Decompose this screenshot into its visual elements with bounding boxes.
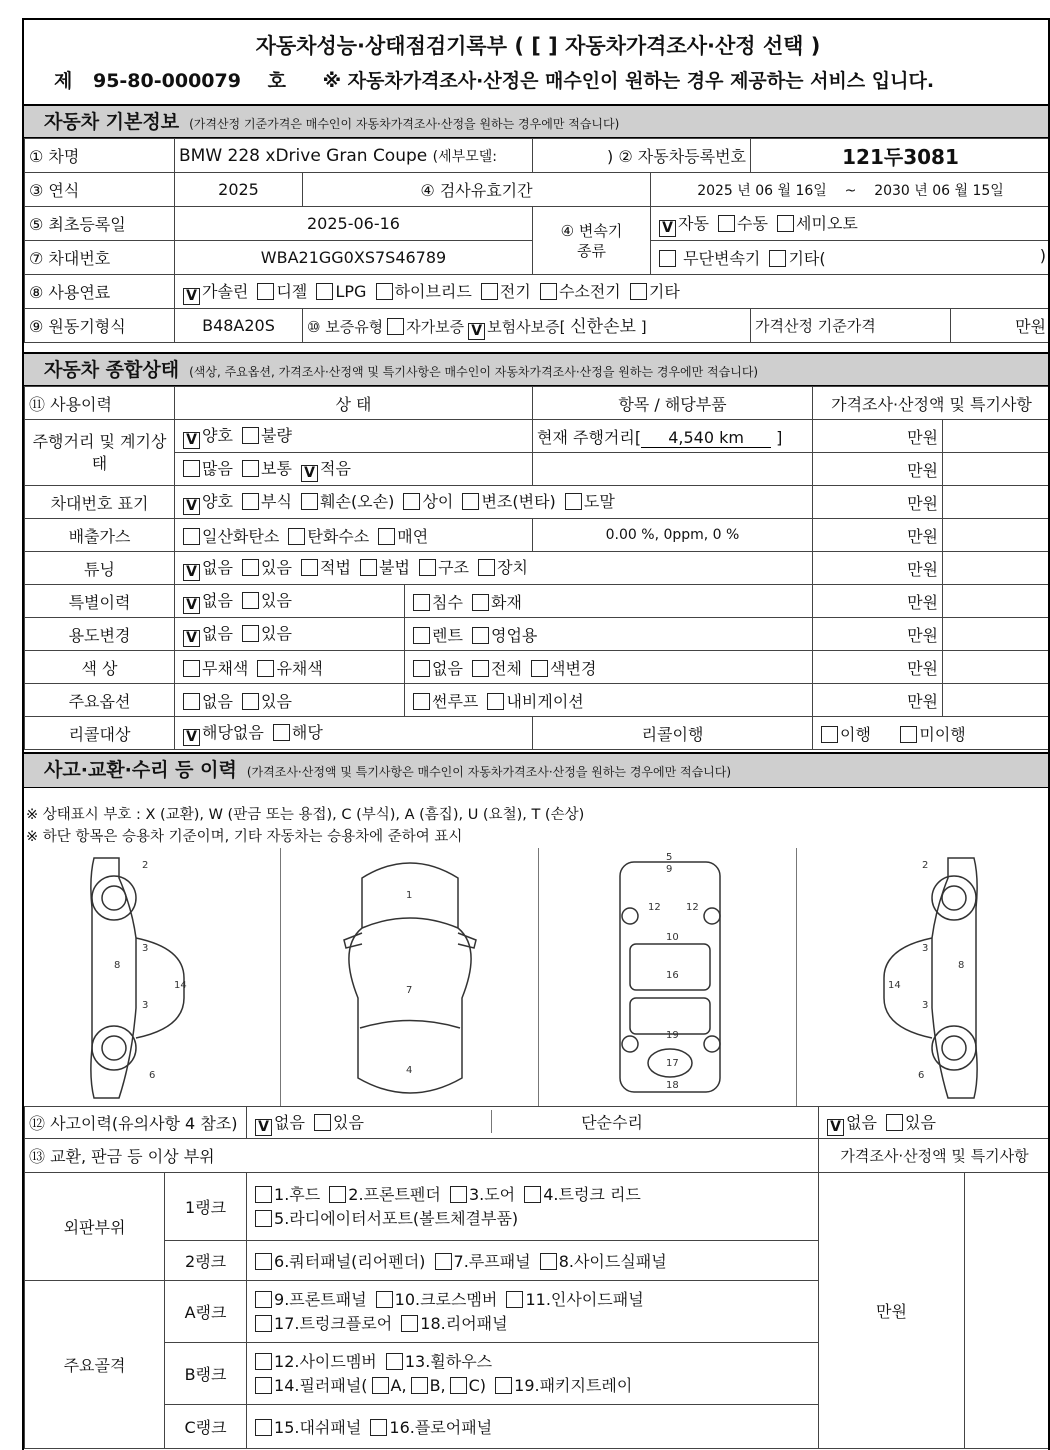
good: 양호: [202, 492, 233, 511]
svg-text:6: 6: [149, 1070, 156, 1081]
svg-text:16: 16: [666, 970, 679, 981]
illegal-checkbox[interactable]: [360, 559, 377, 576]
svg-text:17: 17: [666, 1058, 679, 1069]
fire-checkbox[interactable]: [472, 594, 489, 611]
done: 이행: [840, 724, 871, 744]
normal-checkbox[interactable]: [242, 460, 259, 477]
svg-text:9: 9: [666, 864, 673, 875]
hc: 탄화수소: [307, 526, 370, 546]
parts-label: ⑬ 교환, 판금 등 이상 부위: [25, 1139, 819, 1173]
warranty-company: 신한손보: [570, 316, 636, 337]
radiator-support-checkbox[interactable]: [255, 1210, 272, 1227]
color-change: 색변경: [550, 658, 597, 678]
car-diagram-right-side: [798, 848, 1050, 1106]
rear-panel-checkbox[interactable]: [401, 1315, 418, 1332]
floor-panel: 16.플로어패널: [389, 1418, 493, 1437]
roof-panel: 7.루프패널: [453, 1252, 531, 1271]
svg-text:1: 1: [406, 890, 413, 901]
basic-info-header: [24, 104, 1050, 138]
number-prefix: 제: [54, 70, 73, 92]
status-table: [24, 386, 1050, 750]
dash-panel: 15.대쉬패널: [274, 1418, 362, 1437]
fuel-option-checkbox[interactable]: [316, 283, 333, 300]
roof-panel-checkbox[interactable]: [435, 1253, 452, 1270]
svg-text:14: 14: [888, 980, 901, 991]
co-checkbox[interactable]: [183, 528, 200, 545]
recall-label: 리콜대상: [25, 717, 175, 750]
trans-etc: 기타(: [788, 249, 826, 268]
unit: 만원: [813, 552, 943, 585]
vin-value: WBA21GG0XS7S46789: [175, 241, 533, 275]
unit: 만원: [813, 420, 943, 453]
none: 없음: [274, 1112, 305, 1132]
color-none-checkbox[interactable]: [413, 660, 430, 677]
valid-from: 2025 년 06 월 16일: [697, 182, 827, 199]
usage-label: 용도변경: [25, 618, 175, 651]
valid-to: 2030 년 06 월 15일: [874, 182, 1004, 199]
side-member: 12.사이드멤버: [274, 1351, 377, 1371]
trans-semi: 세미오토: [796, 213, 858, 233]
section-note: (색상, 주요옵션, 가격조사·산정액 및 특기사항은 매수인이 자동차가격조사·산정을 원하는 경우에만 적습니다): [189, 365, 759, 379]
sunroof-checkbox[interactable]: [413, 693, 430, 710]
trunk-floor-checkbox[interactable]: [255, 1315, 272, 1332]
note-standard: ※ 하단 항목은 승용차 기준이며, 기타 자동차는 승용차에 준하여 표시: [26, 829, 463, 845]
co: 일산화탄소: [202, 526, 280, 546]
side-sill: 8.사이드실패널: [558, 1252, 667, 1271]
unit: 만원: [819, 1173, 965, 1449]
unit: 만원: [813, 585, 943, 618]
not-done: 미이행: [919, 724, 966, 744]
warranty-self-checkbox[interactable]: [387, 318, 404, 335]
car-diagram-left-side: [24, 848, 281, 1106]
mileage-label: 주행거리 및 계기상태: [25, 420, 175, 486]
front-panel: 9.프론트패널: [274, 1289, 367, 1309]
engine-label: ⑨ 원동기형식: [25, 309, 175, 343]
fuel-option-label: 전기: [499, 281, 531, 301]
altered-checkbox[interactable]: [462, 493, 479, 510]
navi: 내비게이션: [506, 691, 584, 711]
accident-notes: [26, 804, 584, 848]
fire: 화재: [491, 592, 522, 612]
quarter-panel: 6.쿼터패널(리어펜더): [274, 1252, 426, 1271]
inside-panel-checkbox[interactable]: [506, 1291, 523, 1308]
corrosion-checkbox[interactable]: [242, 493, 259, 510]
detail-close: ): [607, 147, 614, 166]
current-mileage-label: 현재 주행거리[: [537, 427, 642, 447]
altered: 변조(변타): [481, 492, 556, 511]
none: 없음: [202, 691, 233, 711]
fuel-label: ⑧ 사용연료: [25, 275, 175, 309]
pillar-c: C): [468, 1375, 487, 1395]
erased-checkbox[interactable]: [565, 493, 582, 510]
simple-repair-label: 단순수리: [491, 1110, 732, 1133]
door-checkbox[interactable]: [450, 1186, 467, 1203]
section-title: 자동차 종합상태: [44, 359, 180, 381]
pillar-c-checkbox[interactable]: [450, 1377, 467, 1394]
tuning-none-checkbox[interactable]: V: [183, 564, 200, 581]
option-label: 주요옵션: [25, 684, 175, 717]
side-member-checkbox[interactable]: [255, 1353, 272, 1370]
exists: 있음: [333, 1112, 364, 1132]
package-tray: 19.패키지트레이: [514, 1375, 633, 1395]
business-checkbox[interactable]: [472, 627, 489, 644]
corrosion: 부식: [261, 492, 292, 511]
reg-no-label: ② 자동차등록번호: [618, 147, 746, 166]
vin-good-checkbox[interactable]: V: [183, 498, 200, 515]
svg-text:3: 3: [142, 943, 149, 954]
svg-text:12: 12: [648, 902, 661, 913]
unit: 만원: [813, 486, 943, 519]
valid-tilde: ~: [844, 182, 857, 199]
fuel-option-checkbox[interactable]: [376, 283, 393, 300]
many-checkbox[interactable]: [183, 460, 200, 477]
svg-text:8: 8: [114, 960, 121, 971]
svg-text:5: 5: [666, 852, 673, 863]
many: 많음: [202, 459, 233, 478]
fuel-option-label: 수소전기: [558, 281, 621, 301]
wheel-house: 13.휠하우스: [404, 1351, 493, 1371]
warranty-ins: 보험사보증[: [487, 317, 566, 336]
mileage-close: ]: [776, 427, 783, 447]
structure: 구조: [438, 558, 469, 577]
detail-model-label: (세부모델:: [432, 148, 497, 165]
rankB-label: B랭크: [165, 1343, 247, 1405]
mileage-good-checkbox[interactable]: V: [183, 432, 200, 449]
device: 장치: [497, 558, 528, 577]
fuel-option-label: 하이브리드: [394, 281, 472, 301]
hc-checkbox[interactable]: [288, 528, 305, 545]
flood: 침수: [432, 592, 463, 612]
cross-member-checkbox[interactable]: [376, 1291, 393, 1308]
recall-applicable-checkbox[interactable]: [273, 724, 290, 741]
svg-text:2: 2: [142, 860, 149, 871]
rank1-label: 1랭크: [165, 1173, 247, 1241]
engine-value: B48A20S: [175, 309, 303, 343]
fuel-option-label: 기타: [648, 281, 680, 301]
none: 없음: [202, 591, 233, 610]
svg-text:18: 18: [666, 1080, 679, 1091]
none: 없음: [432, 658, 463, 678]
none: 없음: [202, 624, 233, 643]
mileage-bad-checkbox[interactable]: [242, 427, 259, 444]
achromatic-checkbox[interactable]: [183, 660, 200, 677]
quarter-panel-checkbox[interactable]: [255, 1253, 272, 1270]
form-notice: ※ 자동차가격조사·산정은 매수인이 원하는 경우 제공하는 서비스 입니다.: [322, 70, 935, 92]
trans-label: ④ 변속기: [560, 221, 623, 240]
unit: 만원: [813, 684, 943, 717]
special-none-checkbox[interactable]: V: [183, 597, 200, 614]
pillar-b: B,: [429, 1375, 446, 1395]
state-header: 상 태: [175, 387, 533, 420]
achromatic: 무채색: [202, 658, 249, 678]
pillar-b-checkbox[interactable]: [411, 1377, 428, 1394]
mileage-value: 4,540 km: [641, 428, 771, 448]
first-reg-label: ⑤ 최초등록일: [25, 207, 175, 241]
accident-exists-checkbox[interactable]: [314, 1114, 331, 1131]
legal-checkbox[interactable]: [301, 559, 318, 576]
business: 영업용: [491, 625, 538, 645]
car-diagram-frame: [540, 848, 797, 1106]
illegal: 불법: [379, 558, 410, 577]
unit: 만원: [813, 651, 943, 684]
valid-label: ④ 검사유효기간: [303, 173, 651, 207]
tuning-exists-checkbox[interactable]: [242, 559, 259, 576]
fuel-options: [175, 275, 1050, 309]
rank2-label: 2랭크: [165, 1241, 247, 1281]
dash-panel-checkbox[interactable]: [255, 1419, 272, 1436]
trans-cvt-checkbox[interactable]: [659, 250, 676, 267]
chromatic: 유채색: [276, 658, 323, 678]
rent: 렌트: [432, 625, 463, 645]
color-label: 색 상: [25, 651, 175, 684]
inside-panel: 11.인사이드패널: [525, 1289, 644, 1309]
section-note: (가격산정 기준가격은 매수인이 자동차가격조사·산정을 원하는 경우에만 적습니다): [189, 117, 620, 131]
svg-text:6: 6: [918, 1070, 925, 1081]
hood: 1.후드: [274, 1184, 321, 1204]
cross-member: 10.크로스멤버: [394, 1289, 498, 1309]
applicable: 해당: [291, 723, 323, 742]
trunk-lid-checkbox[interactable]: [524, 1186, 541, 1203]
trans-auto-checkbox[interactable]: V: [659, 220, 676, 237]
trans-manual-checkbox[interactable]: [718, 215, 735, 232]
package-tray-checkbox[interactable]: [495, 1377, 512, 1394]
fuel-option-checkbox[interactable]: [481, 283, 498, 300]
vin-label: ⑦ 차대번호: [25, 241, 175, 275]
accident-header: [24, 752, 1050, 788]
price-unit: 만원: [951, 309, 1050, 343]
side-sill-checkbox[interactable]: [540, 1253, 557, 1270]
flood-checkbox[interactable]: [413, 594, 430, 611]
done-checkbox[interactable]: [821, 726, 838, 743]
trans-semi-checkbox[interactable]: [777, 215, 794, 232]
hood-checkbox[interactable]: [255, 1186, 272, 1203]
front-fender: 2.프론트펜더: [348, 1184, 441, 1204]
recall-done-label: 리콜이행: [533, 717, 813, 750]
usage-none-checkbox[interactable]: V: [183, 630, 200, 647]
section-title: 사고·교환·수리 등 이력: [44, 759, 237, 781]
svg-text:3: 3: [922, 1000, 929, 1011]
front-panel-checkbox[interactable]: [255, 1291, 272, 1308]
recall-na-checkbox[interactable]: V: [183, 729, 200, 746]
exists: 있음: [261, 591, 292, 610]
fuel-option-checkbox[interactable]: [540, 283, 557, 300]
tuning-label: 튜닝: [25, 552, 175, 585]
reg-number: 121두3081: [751, 139, 1050, 173]
exists: 있음: [261, 624, 292, 643]
fuel-option-checkbox[interactable]: [630, 283, 647, 300]
accident-table: [24, 1106, 1050, 1449]
trans-manual: 수동: [737, 213, 768, 233]
unit: 만원: [813, 618, 943, 651]
none: 없음: [202, 558, 233, 577]
exists: 있음: [261, 691, 292, 711]
navi-checkbox[interactable]: [487, 693, 504, 710]
unit: 만원: [813, 519, 943, 552]
rent-checkbox[interactable]: [413, 627, 430, 644]
form-number: 95-80-000079: [92, 70, 241, 92]
warranty-self: 자가보증: [406, 317, 465, 336]
none: 없음: [846, 1112, 877, 1132]
car-name-label: ① 차명: [25, 139, 175, 173]
number-suffix: 호: [267, 70, 286, 92]
trans-etc-close: ): [1039, 246, 1047, 265]
svg-text:10: 10: [666, 932, 679, 943]
price-header: 가격조사·산정액 및 특기사항: [813, 387, 1050, 420]
sunroof: 썬루프: [432, 691, 479, 711]
section-note: (가격조사·산정액 및 특기사항은 매수인이 자동차가격조사·산정을 원하는 경우에만 적습니다): [246, 765, 732, 779]
svg-text:12: 12: [686, 902, 699, 913]
trunk-lid: 4.트렁크 리드: [543, 1184, 641, 1204]
first-reg-value: 2025-06-16: [175, 207, 533, 241]
full: 전체: [491, 658, 522, 678]
pillar-a-checkbox[interactable]: [372, 1377, 389, 1394]
erased: 도말: [583, 492, 615, 511]
smoke: 매연: [397, 526, 429, 546]
form-title: 자동차성능·상태점검기록부 ( [ ] 자동차가격조사·산정 선택 ): [255, 34, 821, 58]
car-diagram-top: [282, 848, 539, 1106]
diff-checkbox[interactable]: [403, 493, 420, 510]
fuel-option-checkbox[interactable]: [257, 283, 274, 300]
svg-text:3: 3: [142, 1000, 149, 1011]
history-header: ⑪ 사용이력: [25, 387, 175, 420]
not-applicable: 해당없음: [202, 723, 264, 742]
repair-none-checkbox[interactable]: V: [827, 1119, 844, 1136]
item-header: 항목 / 해당부품: [533, 387, 813, 420]
bad: 불량: [261, 426, 292, 445]
front-fender-checkbox[interactable]: [329, 1186, 346, 1203]
emission-label: 배출가스: [25, 519, 175, 552]
pillar-a: A,: [390, 1375, 407, 1395]
status-header: [24, 352, 1050, 386]
fuel-option-label: LPG: [335, 281, 367, 301]
door: 3.도어: [468, 1184, 516, 1204]
emission-values: 0.00 %, 0ppm, 0 %: [533, 519, 813, 552]
structure-checkbox[interactable]: [419, 559, 436, 576]
warranty-label: ⑩ 보증유형: [307, 317, 384, 336]
device-checkbox[interactable]: [478, 559, 495, 576]
rankC-label: C랭크: [165, 1405, 247, 1449]
special-exists-checkbox[interactable]: [242, 592, 259, 609]
warranty-close: ]: [640, 317, 647, 336]
special-label: 특별이력: [25, 585, 175, 618]
fuel-option-label: 디젤: [276, 281, 308, 301]
trans-cvt: 무단변속기: [683, 249, 761, 268]
trans-auto: 자동: [678, 213, 709, 233]
smoke-checkbox[interactable]: [378, 528, 395, 545]
svg-text:7: 7: [406, 985, 413, 996]
form-number-line: [54, 66, 934, 93]
car-name: BMW 228 xDrive Gran Coupe: [179, 145, 428, 166]
exists: 있음: [905, 1112, 936, 1132]
floor-panel-checkbox[interactable]: [370, 1419, 387, 1436]
accident-history-label: ⑫ 사고이력(유의사항 4 참조): [25, 1107, 247, 1139]
trunk-floor: 17.트렁크플로어: [274, 1313, 393, 1333]
warranty-ins-checkbox[interactable]: V: [468, 323, 485, 340]
svg-text:8: 8: [958, 960, 965, 971]
section-title: 자동차 기본정보: [44, 111, 180, 133]
rear-panel: 18.리어패널: [420, 1313, 508, 1333]
rankA-label: A랭크: [165, 1281, 247, 1343]
option-none-checkbox[interactable]: [183, 693, 200, 710]
unit: 만원: [813, 453, 943, 486]
usage-exists-checkbox[interactable]: [242, 625, 259, 642]
radiator-support: 5.라디에이터서포트(볼트체결부품): [274, 1208, 519, 1228]
svg-text:19: 19: [666, 1030, 679, 1041]
svg-text:14: 14: [174, 980, 187, 991]
exists: 있음: [261, 558, 292, 577]
good: 양호: [202, 426, 233, 445]
diff: 상이: [422, 492, 454, 511]
color-change-checkbox[interactable]: [531, 660, 548, 677]
fuel-option-label: 가솔린: [202, 281, 249, 301]
normal: 보통: [261, 459, 292, 478]
svg-text:4: 4: [406, 1065, 413, 1076]
legal: 적법: [320, 558, 351, 577]
year-value: 2025: [175, 173, 303, 207]
svg-text:3: 3: [922, 943, 929, 954]
year-label: ③ 연식: [25, 173, 175, 207]
option-exists-checkbox[interactable]: [242, 693, 259, 710]
damage: 훼손(오손): [320, 492, 395, 511]
chromatic-checkbox[interactable]: [257, 660, 274, 677]
trans-etc-checkbox[interactable]: [769, 250, 786, 267]
inspection-form: [22, 18, 1050, 1450]
trans-label-2: 종류: [577, 241, 606, 260]
basic-info-table: [24, 138, 1050, 343]
wheel-house-checkbox[interactable]: [386, 1353, 403, 1370]
accident-none-checkbox[interactable]: V: [255, 1119, 272, 1136]
few-checkbox[interactable]: V: [301, 465, 318, 482]
note-symbols: ※ 상태표시 부호 : X (교환), W (판금 또는 용접), C (부식), A (흠집), U (요철), T (손상): [26, 807, 585, 823]
few: 적음: [320, 459, 351, 478]
damage-checkbox[interactable]: [301, 493, 318, 510]
pillar-panel-checkbox[interactable]: [255, 1377, 272, 1394]
outer-panel-label: 외판부위: [25, 1173, 165, 1281]
vin-mark-label: 차대번호 표기: [25, 486, 175, 519]
full-checkbox[interactable]: [472, 660, 489, 677]
repair-exists-checkbox[interactable]: [886, 1114, 903, 1131]
price-header: 가격조사·산정액 및 특기사항: [819, 1139, 1050, 1173]
price-label: 가격산정 기준가격: [751, 309, 951, 343]
pillar-panel: 14.필러패널(: [274, 1375, 368, 1395]
svg-text:2: 2: [922, 860, 929, 871]
fuel-option-checkbox[interactable]: V: [183, 288, 200, 305]
main-frame-label: 주요골격: [25, 1281, 165, 1449]
not-done-checkbox[interactable]: [900, 726, 917, 743]
